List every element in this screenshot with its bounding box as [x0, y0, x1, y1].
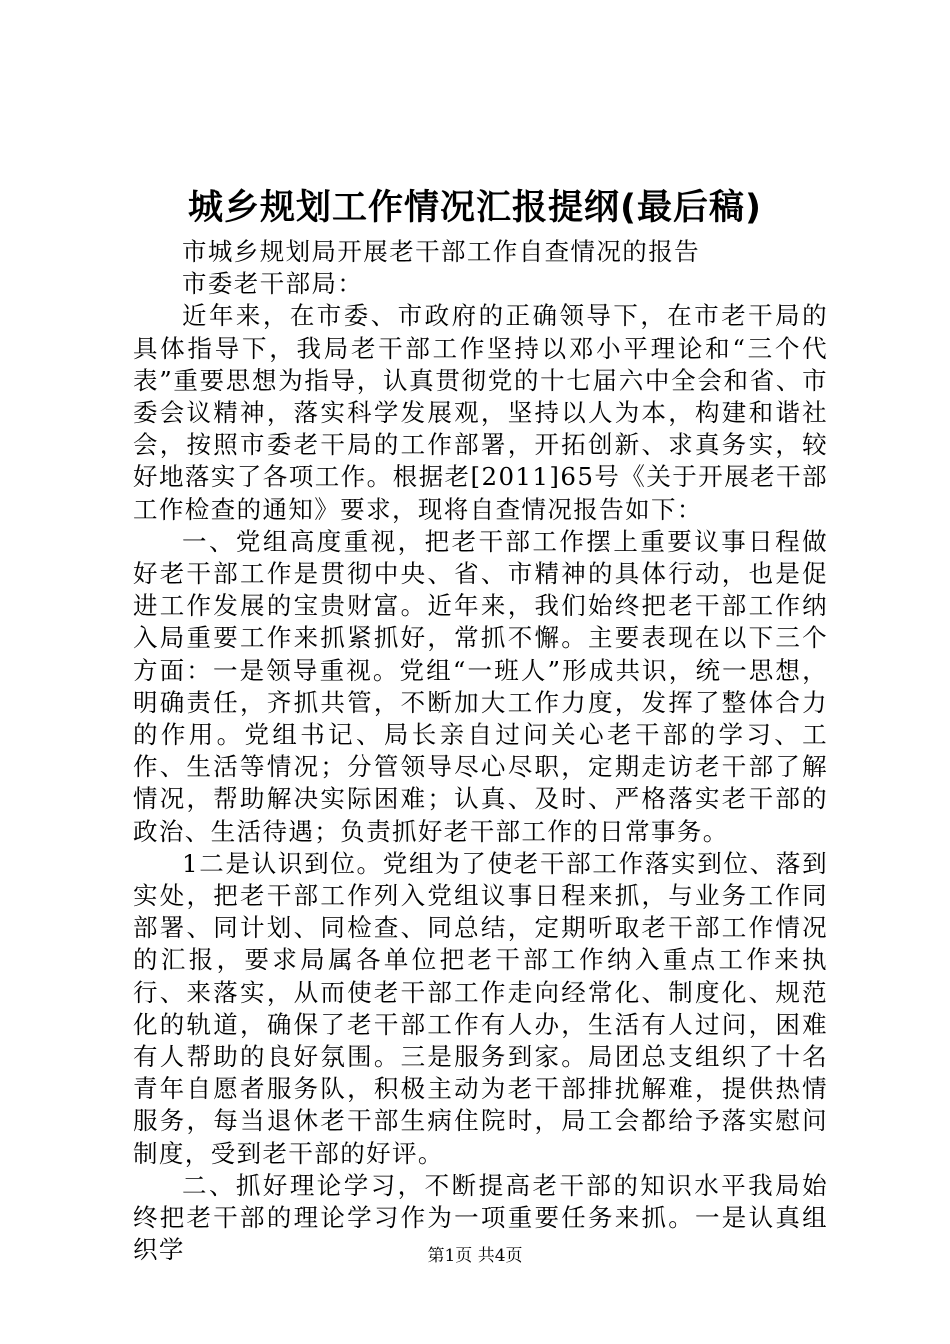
section-one-continued-paragraph: 1二是认识到位。党组为了使老干部工作落实到位、落到实处，把老干部工作列入党组议事日程来抓，与业务工作同部署、同计划、同检查、同总结，定期听取老干部工作情况的汇报，要求局属各单位把老干部工作纳入重点工作来执行、来落实，从而使老干部工作走向经常化、制度化、规范化的轨道，确保了老干部工作有人办，生活有人过问，困难有人帮助的良好氛围。三是服务到家。局团总支组织了十名青年自愿者服务队，积极主动为老干部排扰解难，提供热情服务，每当退休老干部生病住院时，局工会都给予落实慰问制度，受到老干部的好评。 [133, 848, 828, 1168]
document-body [133, 236, 828, 1267]
section-two-paragraph: 二、抓好理论学习，不断提高老干部的知识水平我局始终把老干部的理论学习作为一项重要任务来抓。一是认真组织学 [133, 1170, 828, 1265]
page-number-footer: 第1页 共4页 [427, 1246, 523, 1266]
document-title: 城乡规划工作情况汇报提纲(最后稿) [188, 188, 762, 228]
section-one-paragraph: 一、党组高度重视，把老干部工作摆上重要议事日程做好老干部工作是贯彻中央、省、市精神的具体行动，也是促进工作发展的宝贵财富。近年来，我们始终把老干部工作纳入局重要工作来抓紧抓好，常抓不懈。主要表现在以下三个方面：一是领导重视。党组“一班人”形成共识，统一思想，明确责任，齐抓共管，不断加大工作力度，发挥了整体合力的作用。党组书记、局长亲自过问关心老干部的学习、工作、生活等情况；分管领导尽心尽职，定期走访老干部了解情况，帮助解决实际困难；认真、及时、严格落实老干部的政治、生活待遇；负责抓好老干部工作的日常事务。 [133, 526, 828, 846]
salutation: 市委老干部局： [182, 269, 364, 299]
report-heading: 市城乡规划局开展老干部工作自查情况的报告 [182, 237, 700, 266]
intro-paragraph: 近年来，在市委、市政府的正确领导下，在市老干局的具体指导下，我局老干部工作坚持以邓小平理论和“三个代表”重要思想为指导，认真贯彻党的十七届六中全会和省、市委会议精神，落实科学发展观，坚持以人为本，构建和谐社会，按照市委老干局的工作部署，开拓创新、求真务实，较好地落实了各项工作。根据老[2011]65号《关于开展老干部工作检查的通知》要求，现将自查情况报告如下： [133, 301, 828, 524]
